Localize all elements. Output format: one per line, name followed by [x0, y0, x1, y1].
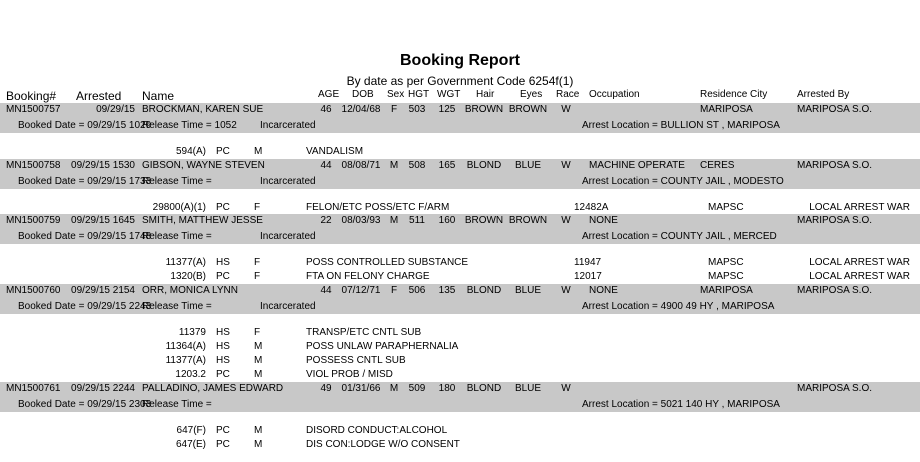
arrest-location: Arrest Location = 4900 49 HY , MARIPOSA: [582, 301, 775, 312]
release-time: Release Time =: [142, 231, 212, 242]
hair-color: BROWN: [464, 104, 504, 115]
charge-description: POSS CONTROLLED SUBSTANCE: [306, 257, 469, 268]
charge-description: VIOL PROB / MISD: [306, 369, 393, 380]
charge-code: 11377(A): [165, 355, 206, 366]
arrested-date: 09/29/15: [96, 104, 135, 115]
sex: F: [390, 104, 398, 115]
arrested-by: MARIPOSA S.O.: [797, 383, 873, 394]
charge-code: 1320(B): [170, 271, 206, 282]
arrested-by: MARIPOSA S.O.: [797, 160, 873, 171]
charge-code: 647(F): [176, 425, 206, 436]
charge-type: HS: [216, 355, 230, 366]
hair-color: BLOND: [466, 160, 502, 171]
hair-color: BROWN: [464, 215, 504, 226]
custody-status: Incarcerated: [260, 176, 316, 187]
arrest-location: Arrest Location = BULLION ST , MARIPOSA: [582, 120, 780, 131]
weight: 165: [438, 160, 456, 171]
residence-city: CERES: [700, 160, 735, 171]
sex: M: [389, 160, 399, 171]
release-time: Release Time =: [142, 301, 212, 312]
height: 511: [409, 215, 425, 226]
booked-date: Booked Date = 09/29/15 1029: [18, 120, 152, 131]
person-name: PALLADINO, JAMES EDWARD: [142, 383, 284, 394]
race: W: [561, 285, 571, 296]
charge-type: PC: [216, 146, 230, 157]
col-booking: Booking#: [6, 89, 57, 103]
dob: 08/08/71: [341, 160, 381, 171]
person-name: SMITH, MATTHEW JESSE: [142, 215, 263, 226]
age: 49: [320, 383, 332, 394]
hair-color: BLOND: [466, 383, 502, 394]
record-main-row-bg: [0, 103, 920, 117]
warrant-number: 12482A: [574, 202, 609, 213]
charge-description: FTA ON FELONY CHARGE: [306, 271, 430, 282]
booking-number: MN1500757: [6, 104, 61, 115]
person-name: BROCKMAN, KAREN SUE: [142, 104, 264, 115]
charge-level: M: [254, 425, 263, 436]
arrested-date: 09/29/15 2244: [71, 383, 135, 394]
weight: 125: [438, 104, 456, 115]
weight: 180: [438, 383, 456, 394]
col-eyes: Eyes: [520, 89, 543, 100]
height: 508: [408, 160, 426, 171]
race: W: [561, 104, 571, 115]
arrest-location: Arrest Location = COUNTY JAIL , MODESTO: [582, 176, 784, 187]
charge-arrested-by: LOCAL ARREST WAR: [809, 257, 910, 268]
eye-color: BLUE: [514, 160, 542, 171]
booking-number: MN1500758: [6, 160, 61, 171]
charge-code: 647(E): [175, 439, 206, 450]
custody-status: Incarcerated: [260, 231, 316, 242]
charge-level: M: [254, 439, 263, 450]
booked-date: Booked Date = 09/29/15 1748: [18, 231, 152, 242]
booking-number: MN1500759: [6, 215, 61, 226]
agency: MAPSC: [708, 271, 744, 282]
col-race: Race: [556, 89, 580, 100]
charge-code: 29800(A)(1): [152, 202, 206, 213]
booked-date: Booked Date = 09/29/15 2303: [18, 399, 152, 410]
record-main-row-bg: [0, 159, 920, 173]
custody-status: Incarcerated: [260, 301, 316, 312]
charge-level: M: [254, 355, 263, 366]
report-title: Booking Report: [400, 52, 520, 69]
col-arrested-by: Arrested By: [797, 89, 850, 100]
charge-description: FELON/ETC POSS/ETC F/ARM: [306, 202, 450, 213]
height: 509: [408, 383, 426, 394]
charge-level: F: [254, 271, 261, 282]
booking-number: MN1500761: [6, 383, 61, 394]
report-subtitle: By date as per Government Code 6254f(1): [346, 74, 574, 88]
sex: M: [389, 215, 399, 226]
person-name: GIBSON, WAYNE STEVEN: [142, 160, 265, 171]
charge-code: 11377(A): [165, 257, 206, 268]
race: W: [561, 383, 571, 394]
eye-color: BROWN: [508, 104, 548, 115]
custody-status: Incarcerated: [260, 120, 316, 131]
col-age: AGE: [318, 89, 340, 100]
col-hair: Hair: [476, 89, 495, 100]
charge-description: DIS CON:LODGE W/O CONSENT: [306, 439, 460, 450]
charge-description: POSSESS CNTL SUB: [306, 355, 406, 366]
charge-type: HS: [216, 341, 230, 352]
charge-type: PC: [216, 425, 230, 436]
height: 503: [408, 104, 426, 115]
charge-code: 594(A): [175, 146, 206, 157]
col-hgt: HGT: [408, 89, 430, 100]
warrant-number: 11947: [574, 257, 602, 268]
occupation: NONE: [589, 215, 618, 226]
arrest-location: Arrest Location = COUNTY JAIL , MERCED: [582, 231, 777, 242]
eye-color: BLUE: [514, 383, 542, 394]
col-wgt: WGT: [437, 89, 461, 100]
arrested-date: 09/29/15 1530: [71, 160, 135, 171]
charge-level: F: [254, 327, 261, 338]
booked-date: Booked Date = 09/29/15 1733: [18, 176, 152, 187]
charge-code: 1203.2: [175, 369, 206, 380]
charge-type: HS: [216, 257, 230, 268]
weight: 135: [438, 285, 456, 296]
occupation: NONE: [589, 285, 618, 296]
age: 44: [320, 160, 332, 171]
booked-date: Booked Date = 09/29/15 2243: [18, 301, 152, 312]
arrested-by: MARIPOSA S.O.: [797, 215, 873, 226]
charge-level: M: [254, 146, 263, 157]
weight: 160: [438, 215, 456, 226]
charge-level: F: [254, 202, 261, 213]
charge-code: 11379: [178, 327, 206, 338]
sex: F: [390, 285, 398, 296]
record-main-row-bg: [0, 284, 920, 298]
race: W: [561, 215, 571, 226]
dob: 12/04/68: [341, 104, 381, 115]
arrested-by: MARIPOSA S.O.: [797, 285, 873, 296]
arrest-location: Arrest Location = 5021 140 HY , MARIPOSA: [582, 399, 780, 410]
charge-code: 11364(A): [165, 341, 206, 352]
charge-arrested-by: LOCAL ARREST WAR: [809, 202, 910, 213]
release-time: Release Time =: [142, 176, 212, 187]
col-occupation: Occupation: [589, 89, 640, 100]
residence-city: MARIPOSA: [700, 285, 753, 296]
agency: MAPSC: [708, 202, 744, 213]
height: 506: [408, 285, 426, 296]
age: 46: [320, 104, 332, 115]
sex: M: [389, 383, 399, 394]
charge-type: PC: [216, 202, 230, 213]
charge-level: M: [254, 341, 263, 352]
dob: 07/12/71: [341, 285, 381, 296]
arrested-date: 09/29/15 2154: [71, 285, 135, 296]
dob: 08/03/93: [341, 215, 381, 226]
charge-type: PC: [216, 369, 230, 380]
person-name: ORR, MONICA LYNN: [142, 285, 238, 296]
charge-description: VANDALISM: [306, 146, 364, 157]
agency: MAPSC: [708, 257, 744, 268]
col-residence-city: Residence City: [700, 89, 768, 100]
col-dob: DOB: [352, 89, 374, 100]
booking-number: MN1500760: [6, 285, 61, 296]
charge-arrested-by: LOCAL ARREST WAR: [809, 271, 910, 282]
charge-description: DISORD CONDUCT:ALCOHOL: [306, 425, 448, 436]
col-sex: Sex: [387, 89, 405, 100]
release-time: Release Time = 1052: [142, 120, 237, 131]
eye-color: BLUE: [514, 285, 542, 296]
charge-type: PC: [216, 439, 230, 450]
residence-city: MARIPOSA: [700, 104, 753, 115]
dob: 01/31/66: [341, 383, 381, 394]
col-name: Name: [142, 89, 175, 103]
charge-description: TRANSP/ETC CNTL SUB: [306, 327, 422, 338]
release-time: Release Time =: [142, 399, 212, 410]
charge-description: POSS UNLAW PARAPHERNALIA: [306, 341, 459, 352]
charge-level: M: [254, 369, 263, 380]
arrested-date: 09/29/15 1645: [71, 215, 135, 226]
charge-type: PC: [216, 271, 230, 282]
occupation: MACHINE OPERATE: [589, 160, 685, 171]
charge-type: HS: [216, 327, 230, 338]
record-main-row-bg: [0, 382, 920, 396]
race: W: [561, 160, 571, 171]
col-arrested: Arrested: [76, 89, 122, 103]
record-main-row-bg: [0, 214, 920, 228]
hair-color: BLOND: [466, 285, 502, 296]
age: 44: [320, 285, 332, 296]
arrested-by: MARIPOSA S.O.: [797, 104, 873, 115]
age: 22: [320, 215, 332, 226]
eye-color: BROWN: [508, 215, 548, 226]
warrant-number: 12017: [574, 271, 602, 282]
charge-level: F: [254, 257, 261, 268]
